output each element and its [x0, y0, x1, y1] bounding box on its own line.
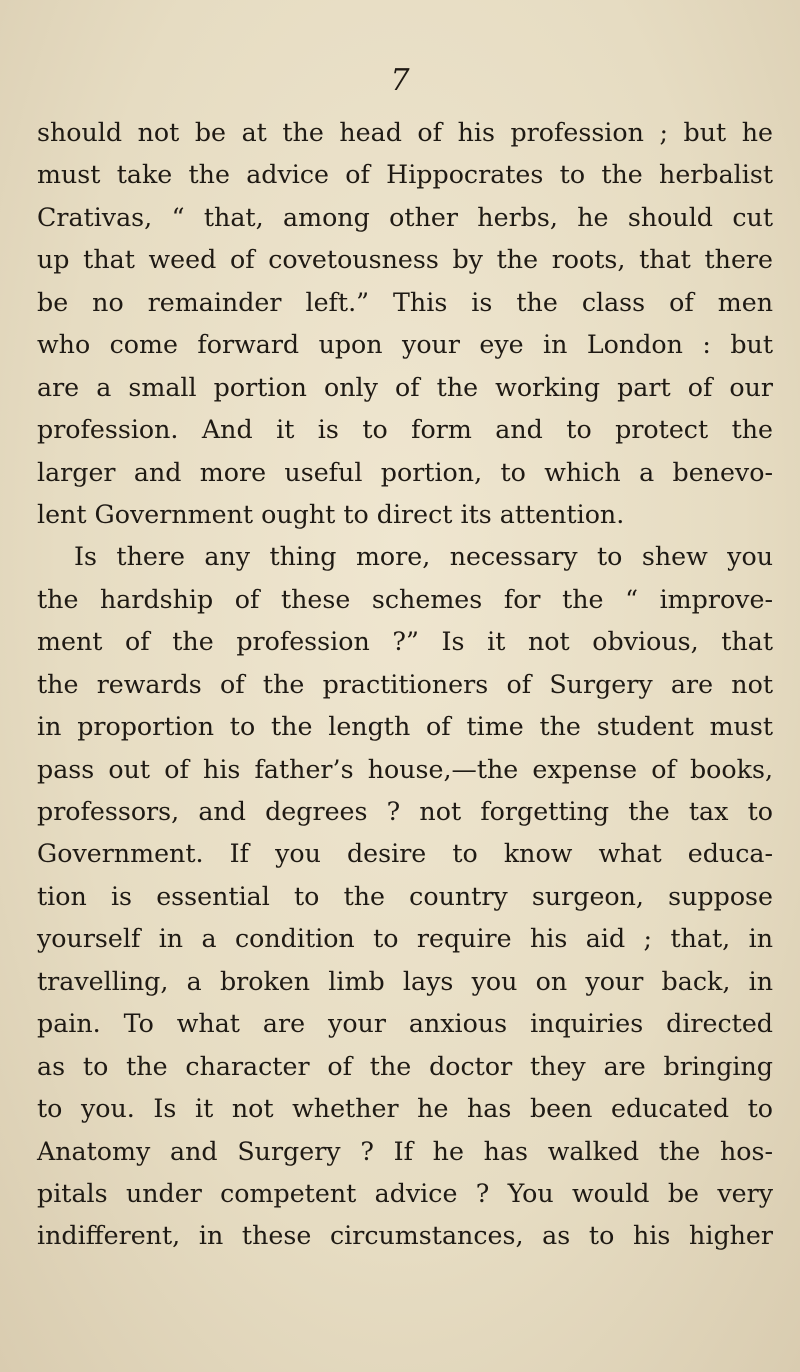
text-line: the rewards of the practitioners of Surgery are not — [37, 669, 773, 699]
text-line: must take the advice of Hippocrates to the herbalist — [37, 160, 773, 190]
text-line: the hardship of these schemes for the “ improve- — [37, 584, 773, 614]
text-line: Is there any thing more, necessary to shew you — [74, 542, 773, 572]
text-line: who come forward upon your eye in London : but — [37, 330, 773, 360]
text-line: be no remainder left.” This is the class of men — [37, 287, 773, 317]
text-line: professors, and degrees ? not forgetting the tax to — [37, 797, 773, 826]
text-line: in proportion to the length of time the student must — [37, 712, 773, 742]
text-line: larger and more useful portion, to which a benevo- — [37, 457, 773, 487]
text-line: pitals under competent advice ? You would be very — [37, 1178, 773, 1208]
text-line: should not be at the head of his profession ; but he — [37, 118, 773, 147]
text-line: ment of the profession ?” Is it not obvious, that — [37, 627, 773, 657]
text-line: tion is essential to the country surgeon, suppose — [37, 881, 773, 911]
body-text — [37, 112, 773, 1258]
text-line: lent Government ought to direct its attention. — [37, 499, 625, 529]
text-line: yourself in a condition to require his aid ; that, in — [37, 924, 773, 954]
text-line: indifferent, in these circumstances, as to his higher — [37, 1221, 773, 1251]
text-line: are a small portion only of the working part of our — [37, 372, 773, 402]
text-line: pain. To what are your anxious inquiries directed — [37, 1009, 773, 1039]
text-line: to you. Is it not whether he has been educated to — [37, 1094, 773, 1124]
text-line: travelling, a broken limb lays you on your back, in — [37, 966, 773, 996]
text-line: Crativas, “ that, among other herbs, he should cut — [37, 202, 773, 232]
text-line: pass out of his father’s house,—the expense of books, — [37, 754, 773, 784]
page-number: 7 — [390, 63, 410, 98]
text-line: profession. And it is to form and to protect the — [37, 415, 773, 445]
text-line: up that weed of covetousness by the roots, that there — [37, 245, 773, 275]
text-line: as to the character of the doctor they are bringing — [37, 1051, 773, 1081]
text-line: Anatomy and Surgery ? If he has walked the hos- — [37, 1136, 773, 1166]
text-line: Government. If you desire to know what educa- — [37, 839, 773, 869]
